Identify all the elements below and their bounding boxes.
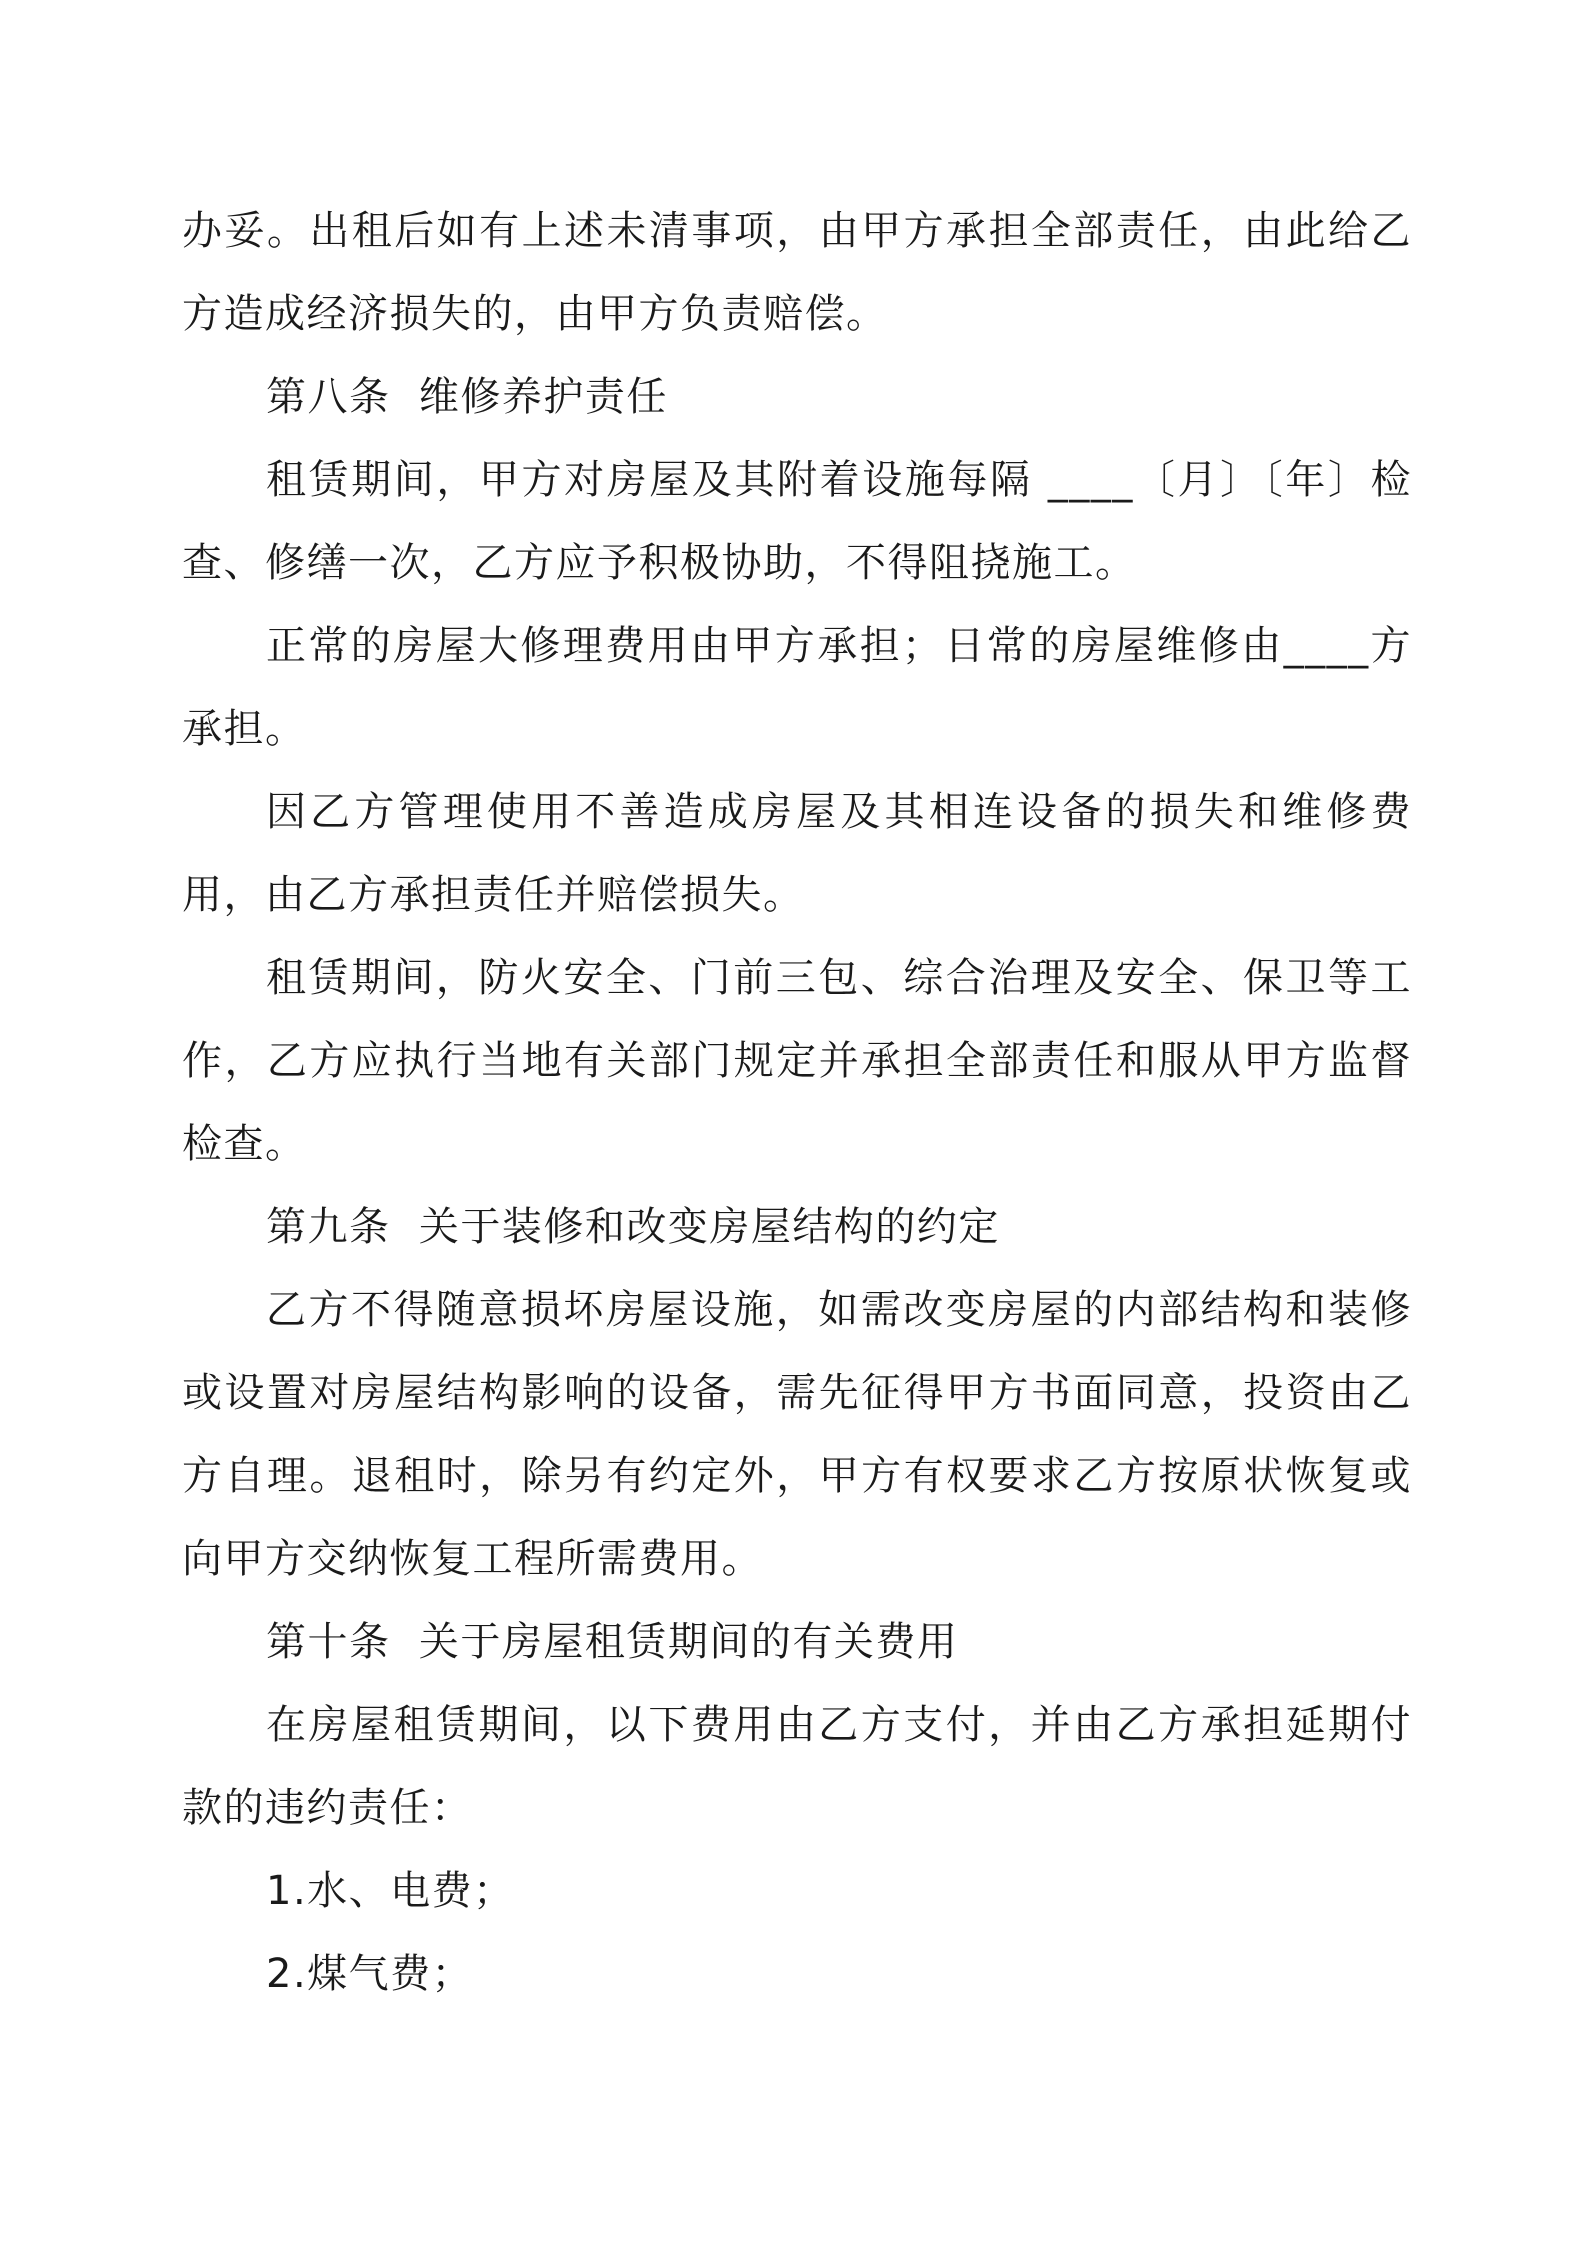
paragraph-fees-intro: 在房屋租赁期间，以下费用由乙方支付，并由乙方承担延期付款的违约责任：: [182, 1702, 1412, 1831]
article-10-heading: 第十条 关于房屋租赁期间的有关费用: [266, 1619, 959, 1665]
article-9-heading: 第九条 关于装修和改变房屋结构的约定: [266, 1204, 1000, 1250]
list-item-utilities: 1.水、电费；: [266, 1868, 515, 1914]
list-item-gas: 2.煤气费；: [266, 1951, 474, 1997]
article-8-heading: 第八条 维修养护责任: [266, 374, 668, 420]
paragraph-inspection: 租赁期间，甲方对房屋及其附着设施每隔 ____〔月〕〔年〕检查、修缮一次，乙方应予积极协助，不得阻挠施工。: [182, 457, 1412, 586]
paragraph-renovation: 乙方不得随意损坏房屋设施，如需改变房屋的内部结构和装修或设置对房屋结构影响的设备，需先征得甲方书面同意，投资由乙方自理。退租时，除另有约定外，甲方有权要求乙方按原状恢复或向甲方交纳恢复工程所需费用。: [182, 1287, 1412, 1582]
paragraph-repair-costs: 正常的房屋大修理费用由甲方承担；日常的房屋维修由____方承担。: [182, 623, 1412, 752]
paragraph-damage-liability: 因乙方管理使用不善造成房屋及其相连设备的损失和维修费用，由乙方承担责任并赔偿损失。: [182, 789, 1412, 918]
paragraph-safety-duties: 租赁期间，防火安全、门前三包、综合治理及安全、保卫等工作，乙方应执行当地有关部门规定并承担全部责任和服从甲方监督检查。: [182, 955, 1412, 1167]
paragraph-continuation: 办妥。出租后如有上述未清事项，由甲方承担全部责任，由此给乙方造成经济损失的，由甲方负责赔偿。: [182, 208, 1412, 337]
document-body: [182, 190, 1412, 2016]
